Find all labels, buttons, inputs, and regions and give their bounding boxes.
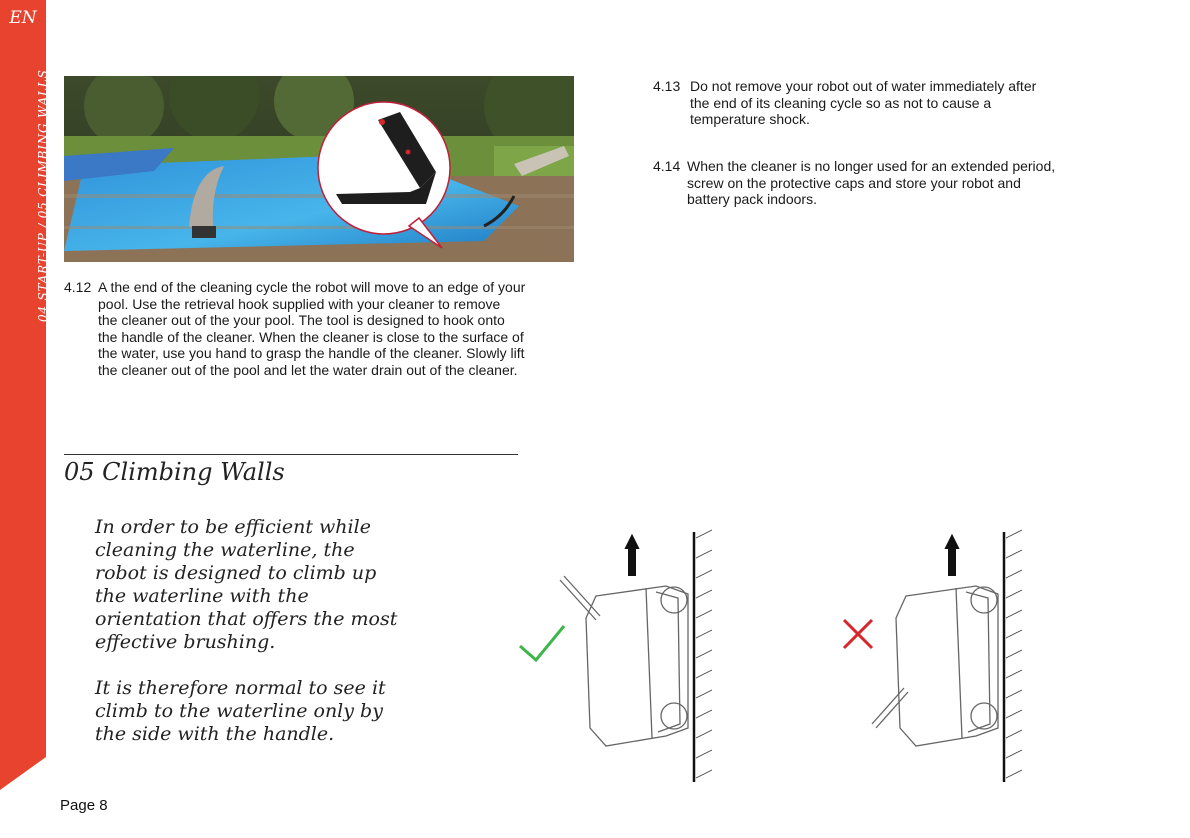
item-line: the cleaner out of the your pool. The tool is designed to hook onto [98, 312, 505, 328]
correct-orientation-diagram [516, 528, 716, 784]
section-divider [64, 454, 518, 455]
item-line: temperature shock. [690, 111, 810, 127]
item-line: the cleaner out of the pool and let the water drain out of the cleaner. [98, 361, 518, 378]
item-number: 4.14 [653, 158, 681, 174]
item-line: the handle of the cleaner. When the cleaner is close to the surface of [98, 328, 524, 345]
item-line: pool. Use the retrieval hook supplied with your cleaner to remove [98, 295, 501, 312]
up-arrow-icon [948, 548, 956, 576]
incorrect-orientation-diagram [838, 528, 1038, 784]
item-line: battery pack indoors. [687, 191, 817, 207]
pool-photo [64, 76, 574, 262]
robot-cleaner [560, 576, 688, 746]
climbing-paragraph-1 [95, 516, 405, 654]
check-icon [520, 626, 564, 660]
paragraph-line: orientation that offers the most [95, 608, 398, 630]
item-line: Do not remove your robot out of water immediately after [690, 78, 1037, 94]
item-line: screw on the protective caps and store your robot and [687, 174, 1021, 191]
paragraph-line: It is therefore normal to see it [95, 677, 386, 699]
item-line: When the cleaner is no longer used for an extended period, [687, 158, 1056, 174]
section-breadcrumb: 04 START-UP / 05 CLIMBING WALLS [36, 69, 50, 322]
language-label: EN [9, 8, 37, 28]
item-line: the water, use you hand to grasp the handle of the cleaner. Slowly lift [98, 345, 525, 361]
robot-cleaner [872, 586, 998, 746]
instruction-item-4-14 [653, 158, 1153, 208]
climbing-paragraph-2 [95, 677, 405, 746]
instruction-item-4-13 [653, 78, 1133, 128]
section-title: 05 Climbing Walls [64, 458, 285, 486]
paragraph-line: climb to the waterline only by [95, 700, 383, 722]
paragraph-line: the side with the handle. [95, 723, 335, 745]
paragraph-line: effective brushing. [95, 631, 276, 653]
item-number: 4.12 [64, 279, 92, 295]
cross-icon [844, 620, 872, 648]
item-number: 4.13 [653, 78, 681, 94]
paragraph-line: cleaning the waterline, the [95, 539, 355, 561]
paragraph-line: the waterline with the [95, 585, 309, 607]
paragraph-line: robot is designed to climb up [95, 562, 377, 584]
up-arrow-icon [628, 548, 636, 576]
paragraph-line: In order to be efficient while [95, 516, 371, 538]
item-line: A the end of the cleaning cycle the robot will move to an edge of your [98, 279, 526, 295]
instruction-item-4-12 [64, 279, 584, 378]
page-number: Page 8 [60, 797, 108, 814]
item-line: the end of its cleaning cycle so as not to cause a [690, 94, 992, 111]
